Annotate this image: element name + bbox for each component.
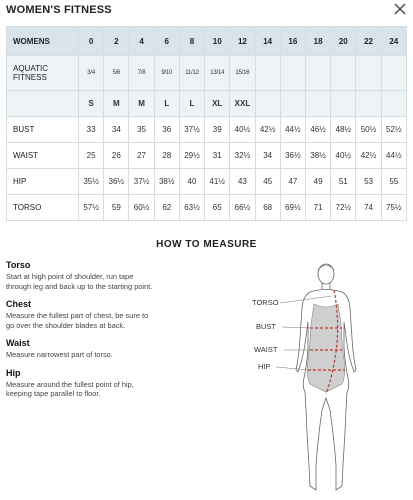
table-cell: 42½ (356, 143, 381, 169)
letter-size-cell: L (179, 91, 204, 117)
table-cell: 42½ (255, 117, 280, 143)
aquatic-cell: 9/10 (154, 56, 179, 91)
size-18: 18 (305, 27, 330, 56)
bust-callout: BUST (256, 322, 277, 331)
letter-size-cell: XXL (230, 91, 255, 117)
size-22: 22 (356, 27, 381, 56)
size-chart-table (6, 26, 407, 221)
step-text: Measure narrowest part of torso. (6, 350, 113, 359)
table-cell: 40½ (331, 143, 356, 169)
table-cell: 43 (230, 169, 255, 195)
size-12: 12 (230, 27, 255, 56)
aquatic-row (7, 56, 407, 91)
letter-size-cell (305, 91, 330, 117)
torso-label: TORSO (7, 195, 79, 221)
letter-size-cell (280, 91, 305, 117)
aquatic-cell: 13/14 (205, 56, 230, 91)
aquatic-cell: 3/4 (79, 56, 104, 91)
table-cell: 45 (255, 169, 280, 195)
letter-size-cell: S (79, 91, 104, 117)
size-24: 24 (381, 27, 406, 56)
table-cell: 36½ (280, 143, 305, 169)
size-8: 8 (179, 27, 204, 56)
size-14: 14 (255, 27, 280, 56)
table-cell: 59 (104, 195, 129, 221)
hip-callout: HIP (258, 362, 271, 371)
aquatic-cell (280, 56, 305, 91)
aquatic-cell: 5/6 (104, 56, 129, 91)
letter-size-cell (255, 91, 280, 117)
table-cell: 36½ (104, 169, 129, 195)
aquatic-cell: 11/12 (179, 56, 204, 91)
table-cell: 35½ (79, 169, 104, 195)
header-row (7, 27, 407, 56)
torso-row (7, 195, 407, 221)
table-cell: 33 (79, 117, 104, 143)
aquatic-label (7, 56, 79, 91)
table-cell: 44½ (381, 143, 406, 169)
table-cell: 75½ (381, 195, 406, 221)
hip-row (7, 169, 407, 195)
page-title: WOMEN'S FITNESS (6, 4, 112, 16)
table-cell: 37½ (129, 169, 154, 195)
table-cell: 32½ (230, 143, 255, 169)
table-cell: 26 (104, 143, 129, 169)
table-cell: 38½ (154, 169, 179, 195)
size-0: 0 (79, 27, 104, 56)
table-cell: 31 (205, 143, 230, 169)
waist-row (7, 143, 407, 169)
table-cell: 51 (331, 169, 356, 195)
step-text: Start at high point of shoulder, run tape through leg and back up to the starting point. (6, 272, 153, 291)
bust-row (7, 117, 407, 143)
table-cell: 71 (305, 195, 330, 221)
table-cell: 40½ (230, 117, 255, 143)
table-cell: 40 (179, 169, 204, 195)
table-cell: 62 (154, 195, 179, 221)
aquatic-cell (255, 56, 280, 91)
letter-size-cell: L (154, 91, 179, 117)
table-cell: 27 (129, 143, 154, 169)
table-cell: 35 (129, 117, 154, 143)
table-cell: 63½ (179, 195, 204, 221)
table-cell: 74 (356, 195, 381, 221)
table-cell: 36 (154, 117, 179, 143)
letter-size-cell (331, 91, 356, 117)
step-text: Measure the fullest part of chest, be sure to go over the shoulder blades at back. (6, 311, 149, 330)
aquatic-label-line2: FITNESS (13, 73, 47, 82)
header-label: WOMENS (7, 27, 79, 56)
letter-size-cell: M (129, 91, 154, 117)
step-text: Measure around the fullest point of hip, keeping tape parallel to floor. (6, 379, 134, 398)
hip-label: HIP (7, 169, 79, 195)
table-cell: 41½ (205, 169, 230, 195)
body-figure-illustration (252, 260, 412, 498)
letter-size-cell (381, 91, 406, 117)
aquatic-label-line1: AQUATIC (13, 64, 48, 73)
table-cell: 52½ (381, 117, 406, 143)
title-bar (6, 0, 407, 24)
table-cell: 44½ (280, 117, 305, 143)
table-cell: 48½ (331, 117, 356, 143)
table-cell: 50½ (356, 117, 381, 143)
step-title: Hip (6, 367, 21, 378)
measurement-figure (252, 260, 412, 498)
letter-size-row (7, 91, 407, 117)
size-10: 10 (205, 27, 230, 56)
aquatic-cell (356, 56, 381, 91)
bust-label: BUST (7, 117, 79, 143)
how-to-measure-heading: HOW TO MEASURE (156, 239, 257, 250)
table-cell: 65 (205, 195, 230, 221)
measure-instructions (6, 260, 156, 407)
table-cell: 25 (79, 143, 104, 169)
size-6: 6 (154, 27, 179, 56)
size-16: 16 (280, 27, 305, 56)
close-icon[interactable] (393, 2, 407, 16)
table-cell: 47 (280, 169, 305, 195)
aquatic-cell (331, 56, 356, 91)
table-cell: 34 (255, 143, 280, 169)
letter-size-label (7, 91, 79, 117)
step-chest (6, 299, 156, 330)
step-title: Waist (6, 338, 30, 348)
letter-size-cell: XL (205, 91, 230, 117)
table-cell: 55 (381, 169, 406, 195)
size-2: 2 (104, 27, 129, 56)
waist-label: WAIST (7, 143, 79, 169)
letter-size-cell (356, 91, 381, 117)
table-cell: 46½ (305, 117, 330, 143)
table-cell: 49 (305, 169, 330, 195)
step-title: Chest (6, 299, 32, 309)
table-cell: 60½ (129, 195, 154, 221)
aquatic-cell: 7/8 (129, 56, 154, 91)
table-cell: 68 (255, 195, 280, 221)
table-cell: 29½ (179, 143, 204, 169)
aquatic-cell (305, 56, 330, 91)
table-cell: 38½ (305, 143, 330, 169)
table-cell: 28 (154, 143, 179, 169)
step-title: Torso (6, 260, 31, 270)
table-cell: 37½ (179, 117, 204, 143)
letter-size-cell: M (104, 91, 129, 117)
step-waist (6, 338, 156, 360)
step-hip (6, 368, 156, 399)
table-cell: 53 (356, 169, 381, 195)
waist-callout: WAIST (254, 345, 278, 354)
table-cell: 57½ (79, 195, 104, 221)
table-cell: 66½ (230, 195, 255, 221)
aquatic-cell (381, 56, 406, 91)
table-cell: 34 (104, 117, 129, 143)
step-torso (6, 260, 156, 291)
torso-callout: TORSO (252, 298, 279, 307)
size-4: 4 (129, 27, 154, 56)
table-cell: 39 (205, 117, 230, 143)
table-cell: 72½ (331, 195, 356, 221)
size-20: 20 (331, 27, 356, 56)
table-cell: 69½ (280, 195, 305, 221)
aquatic-cell: 15/16 (230, 56, 255, 91)
